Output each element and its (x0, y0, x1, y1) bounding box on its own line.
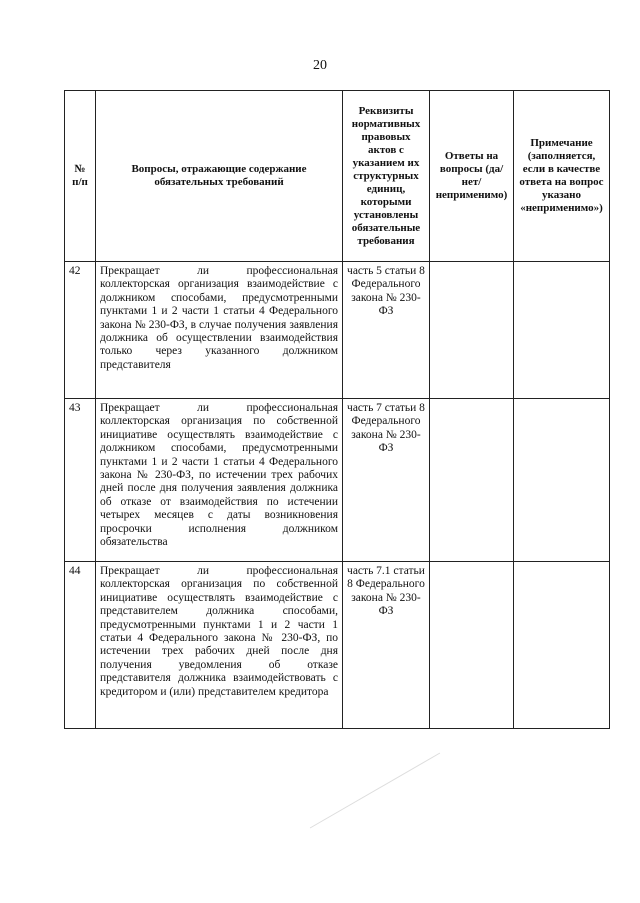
row-answer-cell[interactable] (430, 399, 514, 562)
row-requisites: часть 5 статьи 8 Федерального закона № 230-ФЗ (343, 262, 430, 399)
table-row (65, 262, 610, 399)
row-requisites: часть 7 статьи 8 Федерального закона № 230-ФЗ (343, 399, 430, 562)
header-number: № п/п (65, 91, 96, 262)
row-answer-cell[interactable] (430, 562, 514, 729)
row-note-cell[interactable] (514, 262, 610, 399)
header-note: Примечание (заполняется, если в качестве ответа на вопрос указано «неприменимо») (514, 91, 610, 262)
table-row (65, 562, 610, 729)
row-number: 42 (65, 262, 96, 399)
row-number: 43 (65, 399, 96, 562)
table-row (65, 399, 610, 562)
row-answer-cell[interactable] (430, 262, 514, 399)
page-number: 20 (313, 58, 327, 73)
header-requisites: Реквизиты нормативных правовых актов с указанием их структурных единиц, которыми установлены обязательные требования (343, 91, 430, 262)
requirements-table (64, 90, 610, 729)
row-note-cell[interactable] (514, 399, 610, 562)
row-question: Прекращает ли профессиональная коллекторская организация по собственной инициативе осуществлять взаимодействие с должником способами, предусмотренными пунктами 1 и 2 части 1 статьи 4 Федерального закона № 230-ФЗ, по истечении трех рабочих дней после дня получения заявления должника об отказе от взаимодействия по истечении четырех месяцев с даты возникновения просрочки исполнения должником обязательства (96, 399, 343, 562)
table-header-row (65, 91, 610, 262)
row-question: Прекращает ли профессиональная коллекторская организация взаимодействие с должником способами, предусмотренными пунктами 1 и 2 части 1 статьи 4 Федерального закона № 230-ФЗ, в случае получения заявления должника об осуществлении взаимодействия только через указанного должником представителя (96, 262, 343, 399)
row-note-cell[interactable] (514, 562, 610, 729)
row-question: Прекращает ли профессиональная коллекторская организация по собственной инициативе осуществлять взаимодействие с представителем должника способами, предусмотренными пунктами 1 и 2 части 1 статьи 4 Федерального закона № 230-ФЗ, по истечении трех рабочих дней после дня получения уведомления об отказе представителя должника взаимодействовать с кредитором и (или) представителем кредитора (96, 562, 343, 729)
scan-artifact (310, 753, 440, 829)
header-answers: Ответы на вопросы (да/нет/ неприменимо) (430, 91, 514, 262)
header-questions: Вопросы, отражающие содержание обязательных требований (96, 91, 343, 262)
row-number: 44 (65, 562, 96, 729)
row-requisites: часть 7.1 статьи 8 Федерального закона № 230-ФЗ (343, 562, 430, 729)
